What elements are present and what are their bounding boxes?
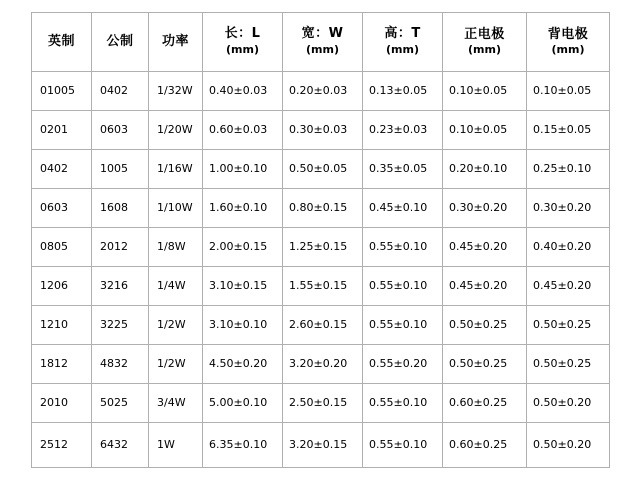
table-row [32,189,610,228]
cell-length: 3.10±0.15 [203,267,283,306]
cell-metric: 3225 [92,306,149,345]
cell-length: 0.60±0.03 [203,111,283,150]
cell-power: 1/32W [149,72,203,111]
table-body [32,72,610,468]
column-header-length [203,13,283,72]
cell-metric: 6432 [92,423,149,468]
cell-back-electrode: 0.10±0.05 [527,72,610,111]
column-header-metric-text: 公制 [106,33,134,49]
cell-power: 3/4W [149,384,203,423]
cell-metric: 1005 [92,150,149,189]
cell-metric: 1608 [92,189,149,228]
cell-width: 0.80±0.15 [283,189,363,228]
table-row [32,384,610,423]
cell-height: 0.55±0.10 [363,384,443,423]
cell-back-electrode: 0.50±0.25 [527,306,610,345]
cell-power: 1/2W [149,306,203,345]
cell-back-electrode: 0.50±0.20 [527,423,610,468]
column-header-height [363,13,443,72]
cell-front-electrode: 0.60±0.25 [443,423,527,468]
cell-metric: 0603 [92,111,149,150]
column-header-back-electrode-text: 背电极 [547,27,589,42]
cell-imperial: 2512 [32,423,92,468]
cell-front-electrode: 0.10±0.05 [443,72,527,111]
column-header-back-electrode-unit: (mm) [551,43,585,57]
column-header-width [283,13,363,72]
table-row [32,423,610,468]
cell-height: 0.23±0.03 [363,111,443,150]
cell-back-electrode: 0.40±0.20 [527,228,610,267]
column-header-width-text: 宽：W [301,25,344,41]
cell-front-electrode: 0.30±0.20 [443,189,527,228]
column-header-power-text: 功率 [161,33,189,49]
column-header-imperial-text: 英制 [47,33,75,49]
cell-front-electrode: 0.45±0.20 [443,267,527,306]
table-row [32,306,610,345]
cell-length: 3.10±0.10 [203,306,283,345]
cell-power: 1/2W [149,345,203,384]
column-header-front-electrode-text: 正电极 [464,27,505,42]
table-row [32,150,610,189]
cell-back-electrode: 0.25±0.10 [527,150,610,189]
cell-width: 2.50±0.15 [283,384,363,423]
cell-back-electrode: 0.50±0.25 [527,345,610,384]
table-row [32,228,610,267]
column-header-front-electrode [443,13,527,72]
chip-resistor-spec-table [31,12,610,468]
cell-front-electrode: 0.50±0.25 [443,345,527,384]
cell-width: 1.55±0.15 [283,267,363,306]
cell-height: 0.13±0.05 [363,72,443,111]
cell-height: 0.55±0.20 [363,345,443,384]
cell-height: 0.45±0.10 [363,189,443,228]
cell-power: 1W [149,423,203,468]
column-header-width-unit: (mm) [306,43,339,56]
cell-back-electrode: 0.30±0.20 [527,189,610,228]
cell-width: 3.20±0.20 [283,345,363,384]
cell-length: 5.00±0.10 [203,384,283,423]
cell-height: 0.55±0.10 [363,267,443,306]
cell-width: 2.60±0.15 [283,306,363,345]
cell-metric: 5025 [92,384,149,423]
cell-back-electrode: 0.50±0.20 [527,384,610,423]
spec-table-container [31,12,609,468]
cell-metric: 3216 [92,267,149,306]
cell-imperial: 2010 [32,384,92,423]
cell-imperial: 0201 [32,111,92,150]
cell-length: 6.35±0.10 [203,423,283,468]
column-header-length-text: 长：L [224,25,261,41]
cell-front-electrode: 0.45±0.20 [443,228,527,267]
cell-imperial: 0402 [32,150,92,189]
column-header-front-electrode-unit: (mm) [468,43,501,57]
column-header-length-unit: (mm) [226,43,259,56]
header-row [32,13,610,72]
cell-back-electrode: 0.15±0.05 [527,111,610,150]
cell-length: 1.00±0.10 [203,150,283,189]
cell-imperial: 1812 [32,345,92,384]
cell-length: 2.00±0.15 [203,228,283,267]
cell-height: 0.55±0.10 [363,423,443,468]
cell-front-electrode: 0.20±0.10 [443,150,527,189]
cell-length: 4.50±0.20 [203,345,283,384]
cell-power: 1/20W [149,111,203,150]
cell-height: 0.55±0.10 [363,228,443,267]
cell-width: 0.30±0.03 [283,111,363,150]
column-header-height-text: 高：T [384,25,421,41]
cell-metric: 2012 [92,228,149,267]
cell-back-electrode: 0.45±0.20 [527,267,610,306]
table-row [32,345,610,384]
cell-length: 1.60±0.10 [203,189,283,228]
cell-front-electrode: 0.50±0.25 [443,306,527,345]
cell-power: 1/16W [149,150,203,189]
cell-imperial: 0603 [32,189,92,228]
cell-height: 0.55±0.10 [363,306,443,345]
cell-front-electrode: 0.60±0.25 [443,384,527,423]
column-header-imperial [32,13,92,72]
cell-width: 3.20±0.15 [283,423,363,468]
table-row [32,72,610,111]
cell-front-electrode: 0.10±0.05 [443,111,527,150]
cell-imperial: 1206 [32,267,92,306]
column-header-height-unit: (mm) [386,43,419,56]
table-row [32,111,610,150]
cell-imperial: 0805 [32,228,92,267]
cell-width: 0.50±0.05 [283,150,363,189]
cell-power: 1/8W [149,228,203,267]
cell-width: 1.25±0.15 [283,228,363,267]
cell-imperial: 1210 [32,306,92,345]
column-header-power [149,13,203,72]
cell-height: 0.35±0.05 [363,150,443,189]
table-header [32,13,610,72]
cell-power: 1/4W [149,267,203,306]
cell-imperial: 01005 [32,72,92,111]
cell-metric: 0402 [92,72,149,111]
cell-metric: 4832 [92,345,149,384]
cell-length: 0.40±0.03 [203,72,283,111]
cell-width: 0.20±0.03 [283,72,363,111]
table-row [32,267,610,306]
cell-power: 1/10W [149,189,203,228]
column-header-back-electrode [527,13,610,72]
column-header-metric [92,13,149,72]
